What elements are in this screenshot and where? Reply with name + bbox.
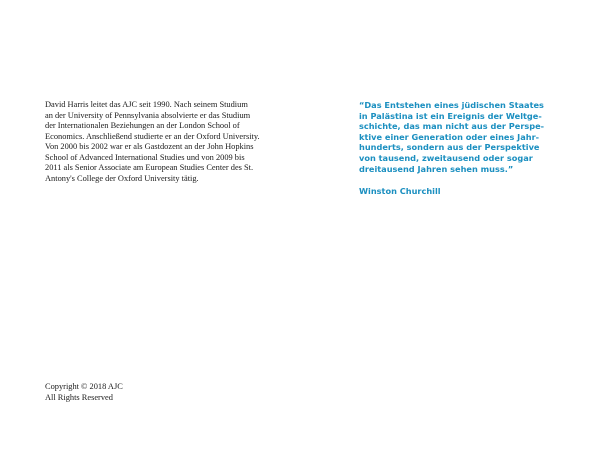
quote-line: dreitausend Jahren sehen muss.” (359, 163, 514, 174)
quote-attribution: Winston Churchill (359, 186, 441, 196)
quote-line: “Das Entstehen eines jüdischen Staates (359, 100, 544, 110)
quote-line: schichte, das man nicht aus der Perspe- (359, 121, 545, 132)
bio-line: 2011 als Senior Associate am European Studies Center des St. (45, 163, 254, 172)
bio-line: an der University of Pennsylvania absolvierte er das Studium (45, 110, 251, 120)
quote-line: hunderts, sondern aus der Perspektive (359, 142, 540, 153)
copyright-notice (45, 382, 123, 403)
bio-line: der Internationalen Beziehungen an der London School of (45, 121, 240, 130)
quote-line: von tausend, zweitausend oder sogar (359, 152, 533, 163)
bio-line: David Harris leitet das AJC seit 1990. Nach seinem Studium (45, 100, 248, 109)
bio-line: Von 2000 bis 2002 war er als Gastdozent an der John Hopkins (45, 142, 254, 151)
epigraph-quote (359, 100, 569, 174)
copyright-line: Copyright © 2018 AJC (45, 382, 123, 391)
bio-line: School of Advanced International Studies und von 2009 bis (45, 152, 245, 162)
author-bio (45, 100, 295, 184)
rights-line: All Rights Reserved (45, 392, 113, 402)
bio-line: Antony's College der Oxford University tätig. (45, 173, 199, 183)
bio-line: Economics. Anschließend studierte er an der Oxford University. (45, 131, 260, 141)
quote-line: in Palästina ist ein Ereignis der Weltge- (359, 110, 542, 121)
quote-line: ktive einer Generation oder eines Jahr- (359, 131, 540, 142)
